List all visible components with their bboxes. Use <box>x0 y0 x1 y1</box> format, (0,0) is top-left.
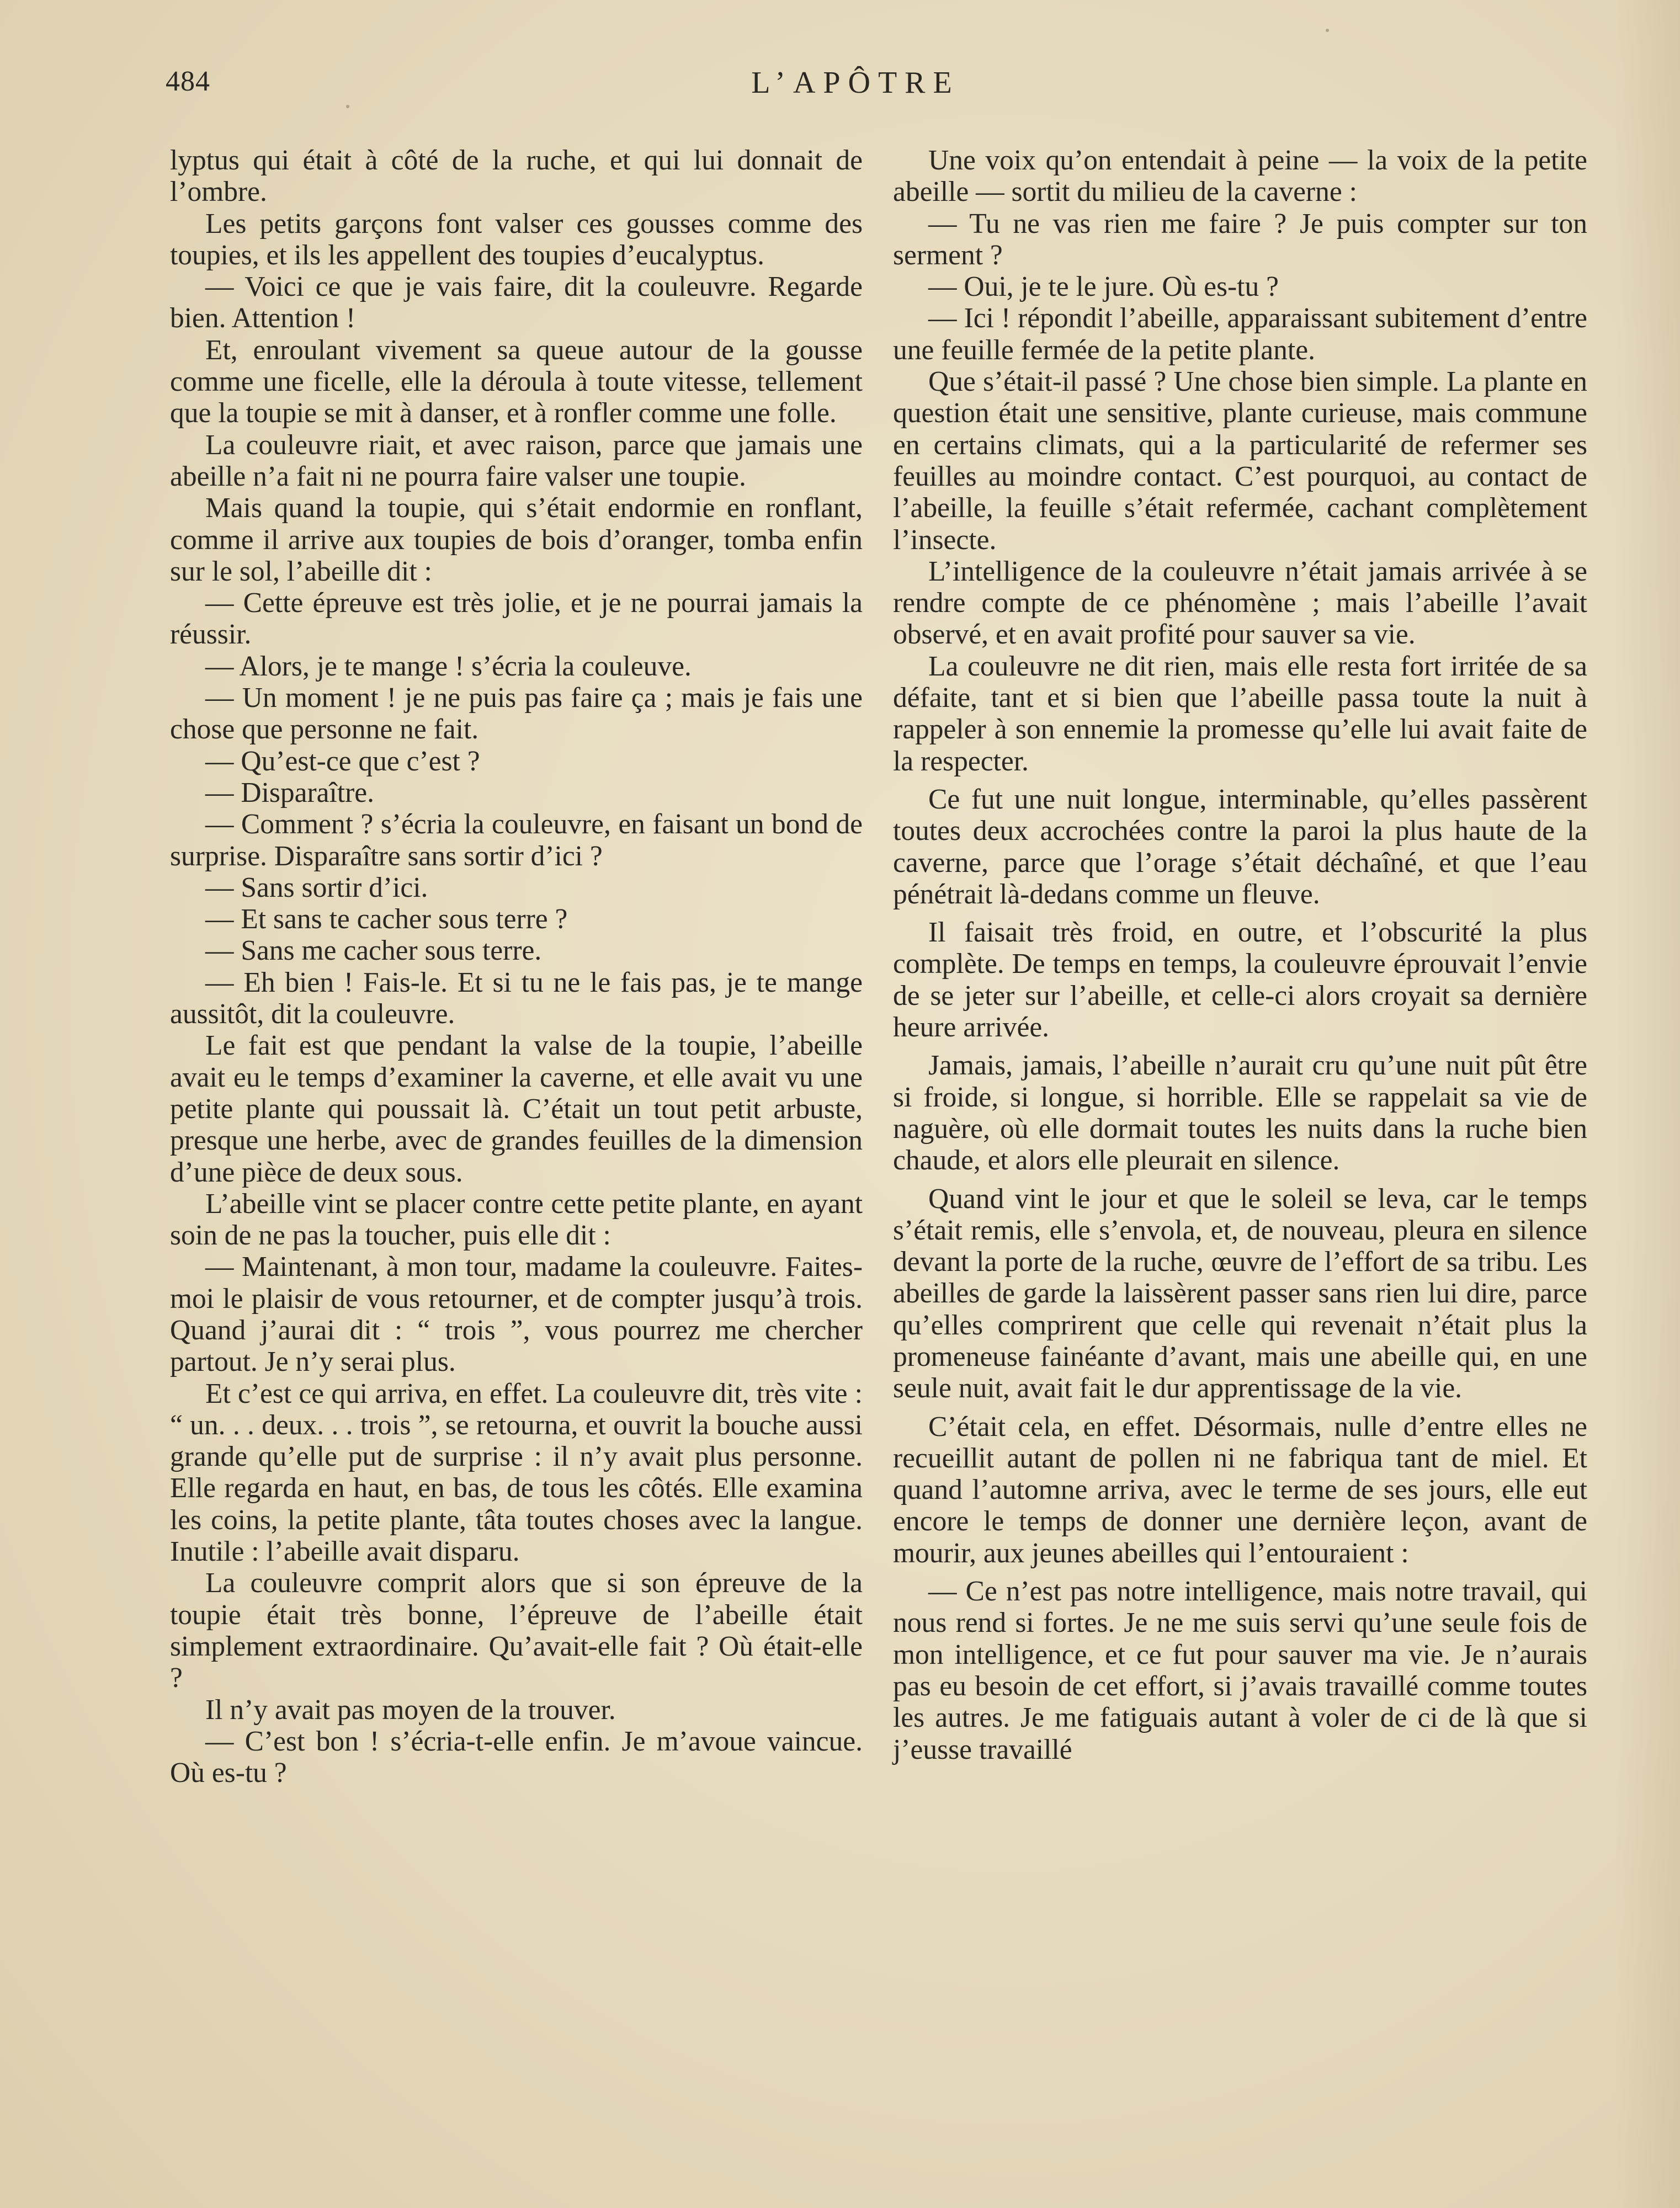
paragraph: Il n’y avait pas moyen de la trouver. <box>205 1694 616 1726</box>
paragraph: Et, enroulant vivement sa queue autour de la gousse comme une ficelle, elle la déroula à toute vitesse, tellement que la toupie se mit à danser, et à ronfler comme une folle. <box>170 334 863 429</box>
left-column <box>170 145 863 1789</box>
paper-speck <box>346 105 349 108</box>
paragraph: La couleuvre riait, et avec raison, parce que jamais une abeille n’a fait ni ne pourra faire valser une toupie. <box>170 429 863 492</box>
paragraph: — Et sans te cacher sous terre ? <box>205 903 568 935</box>
paragraph: Ce fut une nuit longue, interminable, qu’elles passèrent toutes deux accrochées contre la paroi la plus haute de la caverne, parce que l’orage s’était déchaîné, et que l’eau pénétrait là-dedans comme un fleuve. <box>893 783 1587 910</box>
paragraph: — Oui, je te le jure. Où es-tu ? <box>928 271 1279 303</box>
paragraph: Une voix qu’on entendait à peine — la voix de la petite abeille — sortit du milieu de la caverne : <box>893 145 1587 208</box>
paragraph: lyptus qui était à côté de la ruche, et qui lui donnait de l’ombre. <box>170 145 863 208</box>
paragraph: — Cette épreuve est très jolie, et je ne pourrai jamais la réussir. <box>170 587 863 651</box>
paragraph: — Voici ce que je vais faire, dit la couleuvre. Regarde bien. Attention ! <box>170 271 863 334</box>
paragraph: — Disparaître. <box>205 776 375 808</box>
paragraph: La couleuvre ne dit rien, mais elle resta fort irritée de sa défaite, tant et si bien que l’abeille passa toute la nuit à rappeler à son ennemie la promesse qu’elle lui avait faite de la respecter. <box>893 650 1587 777</box>
paragraph: — C’est bon ! s’écria-t-elle enfin. Je m’avoue vaincue. Où es-tu ? <box>170 1725 863 1789</box>
paragraph: Mais quand la toupie, qui s’était endormie en ronflant, comme il arrive aux toupies de bois d’oranger, tomba enfin sur le sol, l’abeille dit : <box>170 492 863 587</box>
page-number: 484 <box>166 66 210 97</box>
paragraph: — Maintenant, à mon tour, madame la couleuvre. Faites-moi le plaisir de vous retourner, et de compter jusqu’à trois. Quand j’aurai dit : “ trois ”, vous pourrez me chercher partout. Je n’y serai plus. <box>170 1251 863 1378</box>
paragraph: — Ici ! répondit l’abeille, apparaissant subitement d’entre une feuille fermée de la petite plante. <box>893 302 1587 366</box>
paragraph: L’abeille vint se placer contre cette petite plante, en ayant soin de ne pas la toucher, puis elle dit : <box>170 1188 863 1252</box>
paragraph: L’intelligence de la couleuvre n’était jamais arrivée à se rendre compte de ce phénomène ; mais l’abeille l’avait observé, et en avait profité pour sauver sa vie. <box>893 555 1587 651</box>
paragraph: Quand vint le jour et que le soleil se leva, car le temps s’était remis, elle s’envola, et, de nouveau, pleura en silence devant la porte de la ruche, œuvre de l’effort de sa tribu. Les abeilles de garde la laissèrent passer sans rien lui dire, parce qu’elles comprirent que celle qui revenait n’était plus la promeneuse fainéante d’avant, mais une abeille qui, en une seule nuit, avait fait le dur apprentissage de la vie. <box>893 1183 1587 1404</box>
paragraph: — Ce n’est pas notre intelligence, mais notre travail, qui nous rend si fortes. Je ne me suis servi qu’une seule fois de mon intelligence, et ce fut pour sauver ma vie. Je n’aurais pas eu besoin de cet effort, si j’avais travaillé comme toutes les autres. Je me fatiguais autant à voler de ci de là que si j’eusse travaillé <box>893 1576 1587 1765</box>
paragraph: — Eh bien ! Fais-le. Et si tu ne le fais pas, je te mange aussitôt, dit la couleuvre. <box>170 966 863 1030</box>
paragraph: — Alors, je te mange ! s’écria la couleuve. <box>205 650 692 682</box>
paragraph: — Qu’est-ce que c’est ? <box>205 745 480 777</box>
paragraph: Il faisait très froid, en outre, et l’obscurité la plus complète. De temps en temps, la couleuvre éprouvait l’envie de se jeter sur l’abeille, et celle-ci alors croyait sa dernière heure arrivée. <box>893 917 1587 1044</box>
page-header <box>166 65 1545 115</box>
paragraph: — Un moment ! je ne puis pas faire ça ; mais je fais une chose que personne ne fait. <box>170 682 863 746</box>
paragraph: La couleuvre comprit alors que si son épreuve de la toupie était très bonne, l’épreuve de l’abeille était simplement extraordinaire. Qu’avait-elle fait ? Où était-elle ? <box>170 1567 863 1694</box>
paragraph: — Sans me cacher sous terre. <box>205 935 542 967</box>
paragraph: — Tu ne vas rien me faire ? Je puis compter sur ton serment ? <box>893 208 1587 271</box>
running-title: L’APÔTRE <box>751 66 960 100</box>
paragraph: Les petits garçons font valser ces gousses comme des toupies, et ils les appellent des toupies d’eucalyptus. <box>170 208 863 271</box>
paper-speck <box>1326 29 1329 32</box>
paragraph: C’était cela, en effet. Désormais, nulle d’entre elles ne recueillit autant de pollen ni ne fabriqua tant de miel. Et quand l’automne arriva, avec le terme de ses jours, elle eut encore le temps de donner une dernière leçon, avant de mourir, aux jeunes abeilles qui l’entouraient : <box>893 1411 1587 1569</box>
right-column <box>893 145 1587 1765</box>
paragraph: Que s’était-il passé ? Une chose bien simple. La plante en question était une sensitive, plante curieuse, mais commune en certains climats, qui a la particularité de refermer ses feuilles au moindre contact. C’est pourquoi, au contact de l’abeille, la feuille s’était refermée, cachant complètement l’insecte. <box>893 366 1587 556</box>
paragraph: — Sans sortir d’ici. <box>205 871 428 903</box>
paragraph: Le fait est que pendant la valse de la toupie, l’abeille avait eu le temps d’examiner la caverne, et elle avait vu une petite plante qui poussait là. C’était un tout petit arbuste, presque une herbe, avec de grandes feuilles de la dimension d’une pièce de deux sous. <box>170 1030 863 1188</box>
paragraph: — Comment ? s’écria la couleuvre, en faisant un bond de surprise. Disparaître sans sortir d’ici ? <box>170 808 863 872</box>
page-edge-shadow <box>1614 0 1680 2208</box>
paragraph: Et c’est ce qui arriva, en effet. La couleuvre dit, très vite : “ un. . . deux. . . trois ”, se retourna, et ouvrit la bouche aussi grande qu’elle put de surprise : il n’y avait plus personne. Elle regarda en haut, en bas, de tous les côtés. Elle examina les coins, la petite plante, tâta toutes choses avec la langue. Inutile : l’abeille avait disparu. <box>170 1377 863 1568</box>
paragraph: Jamais, jamais, l’abeille n’aurait cru qu’une nuit pût être si froide, si longue, si horrible. Elle se rappelait sa vie de naguère, où elle dormait toutes les nuits dans la ruche bien chaude, et alors elle pleurait en silence. <box>893 1050 1587 1177</box>
